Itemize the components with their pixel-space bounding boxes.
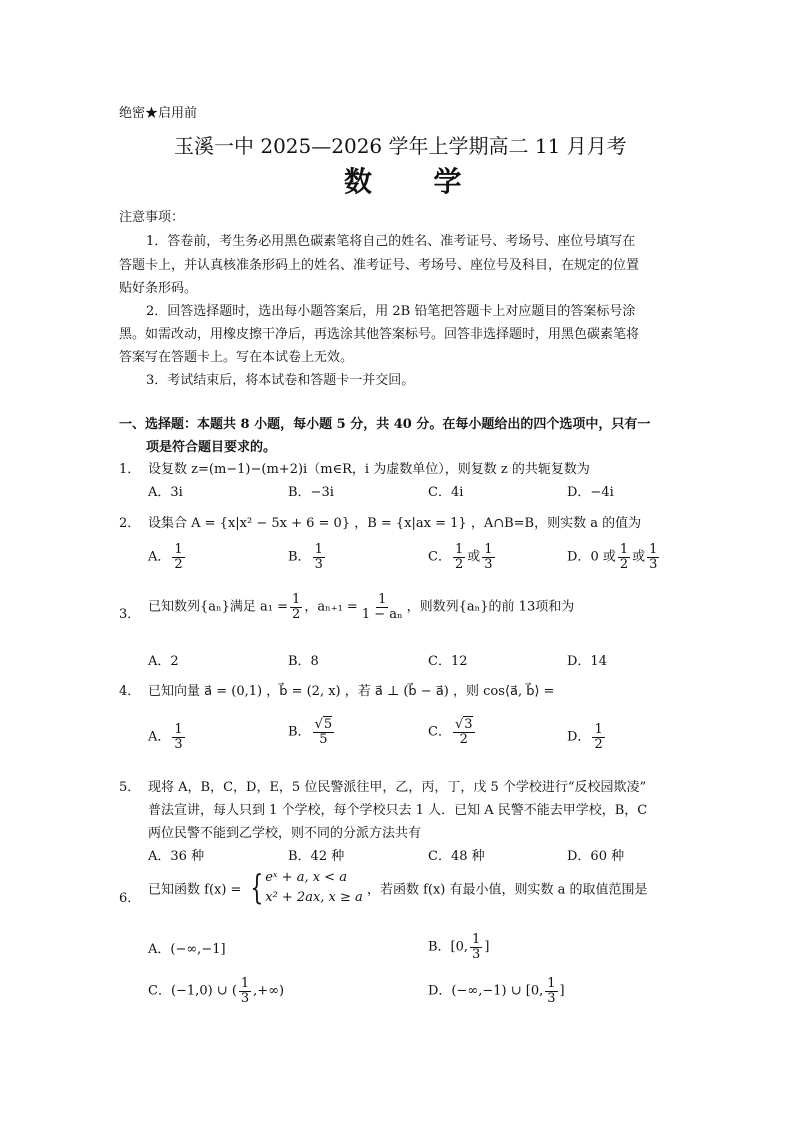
q6-option-d: D．(−∞,−1) ∪ [0, $\frac{1}{3}$ ] (428, 976, 565, 1006)
q3-option-a: A．2 (148, 654, 179, 669)
note-2-line-2: 黑。如需改动，用橡皮擦干净后，再选涂其他答案标号。回答非选择题时，用黑色碳素笔将 (119, 327, 640, 342)
q4-option-a: A． $\frac{1}{3}$ (148, 722, 183, 752)
q1-option-d: D．−4i (567, 485, 614, 500)
q5-number: 5． (119, 780, 141, 795)
q6-option-c: C．(−1,0) ∪ ( $\frac{1}{3}$ ,+∞) (148, 976, 285, 1006)
q5-option-c: C．48 种 (428, 849, 485, 864)
q2-option-c: C． $\frac{1}{2}$ 或 $\frac{1}{3}$ (428, 542, 493, 572)
q6-option-b: B．[0, $\frac{1}{3}$ ] (428, 932, 490, 962)
q2-option-a: A． $\frac{1}{2}$ (148, 542, 183, 572)
q6-option-a: A．(−∞,−1] (148, 942, 226, 957)
q2-option-d: D．0 或 $\frac{1}{2}$ 或 $\frac{1}{3}$ (567, 542, 658, 572)
q4-option-b: B． $\frac{√5}{5}$ (288, 717, 333, 747)
q2-stem: 设集合 A = {x|x² − 5x + 6 = 0} ，B = {x|ax = 1} ，A∩B=B，则实数 a 的值为 (148, 516, 642, 531)
q6-number: 6． (119, 891, 141, 906)
q4-option-c: C． $\frac{√3}{2}$ (428, 717, 473, 747)
note-1-line-1: 1．答卷前，考生务必用黑色碳素笔将自己的姓名、准考证号、考场号、座位号填写在 (146, 234, 636, 249)
q4-number: 4． (119, 684, 141, 699)
q3-option-c: C．12 (428, 654, 468, 669)
exam-title: 玉溪一中 2025—2026 学年上学期高二 11 月月考 (174, 134, 627, 158)
q5-line-2: 普法宣讲，每人只到 1 个学校，每个学校只去 1 人．已知 A 民警不能去甲学校，B，C (148, 803, 648, 818)
q5-option-b: B．42 种 (288, 849, 345, 864)
subject-title: 数 学 (344, 165, 476, 198)
section-heading-line-2: 项是符合题目要求的。 (146, 440, 277, 455)
note-2-line-3: 答案写在答题卡上。写在本试卷上无效。 (119, 350, 354, 365)
q2-number: 2． (119, 516, 141, 531)
note-2-line-1: 2．回答选择题时，选出每小题答案后，用 2B 铅笔把答题卡上对应题目的答案标号涂 (146, 304, 636, 319)
confidential-mark: 绝密★启用前 (119, 106, 198, 121)
q5-line-1: 现将 A，B，C，D，E，5 位民警派往甲，乙，丙，丁，戊 5 个学校进行“反校园欺凌” (148, 780, 647, 795)
q3-option-d: D．14 (567, 654, 607, 669)
notes-heading: 注意事项： (119, 210, 185, 225)
q3-stem: 已知数列{aₙ}满足 a₁ = $\frac{1}{2}$ ，aₙ₊₁ = $\frac{1}{\text{1 − aₙ}}$ ，则数列{aₙ}的前 13项和为 (148, 592, 575, 622)
q4-option-d: D． $\frac{1}{2}$ (567, 722, 603, 752)
q1-number: 1． (119, 462, 141, 477)
q5-line-3: 两位民警不能到乙学校，则不同的分派方法共有 (148, 826, 422, 841)
q1-option-a: A．3i (148, 485, 183, 500)
q5-option-d: D．60 种 (567, 849, 625, 864)
q5-option-a: A．36 种 (148, 849, 205, 864)
section-heading-line-1: 一、选择题：本题共 8 小题，每小题 5 分，共 40 分。在每小题给出的四个选项中，只有一 (119, 417, 651, 432)
q6-stem: 已知函数 f(x) = { eˣ + a, x < a x² + 2ax, x ≥ a ，若函数 f(x) 有最小值，则实数 a 的取值范围是 (148, 868, 648, 909)
q3-number: 3． (119, 607, 141, 622)
q2-option-b: B． $\frac{1}{3}$ (288, 542, 323, 572)
q3-option-b: B．8 (288, 654, 319, 669)
q1-option-b: B．−3i (288, 485, 334, 500)
note-1-line-2: 答题卡上，并认真核准条形码上的姓名、准考证号、考场号、座位号及科目，在规定的位置 (119, 258, 640, 273)
q1-option-c: C．4i (428, 485, 464, 500)
q1-stem: 设复数 z=(m−1)−(m+2)i（m∈R，i 为虚数单位），则复数 z 的共轭复数为 (148, 462, 590, 477)
note-3-line-1: 3．考试结束后，将本试卷和答题卡一并交回。 (146, 373, 415, 388)
q4-stem: 已知向量 a⃗ = (0,1) ，b⃗ = (2, x) ，若 a⃗ ⊥ (b⃗ − a⃗) ，则 cos⟨a⃗, b⃗⟩ = (148, 684, 555, 699)
note-1-line-3: 贴好条形码。 (119, 281, 198, 296)
